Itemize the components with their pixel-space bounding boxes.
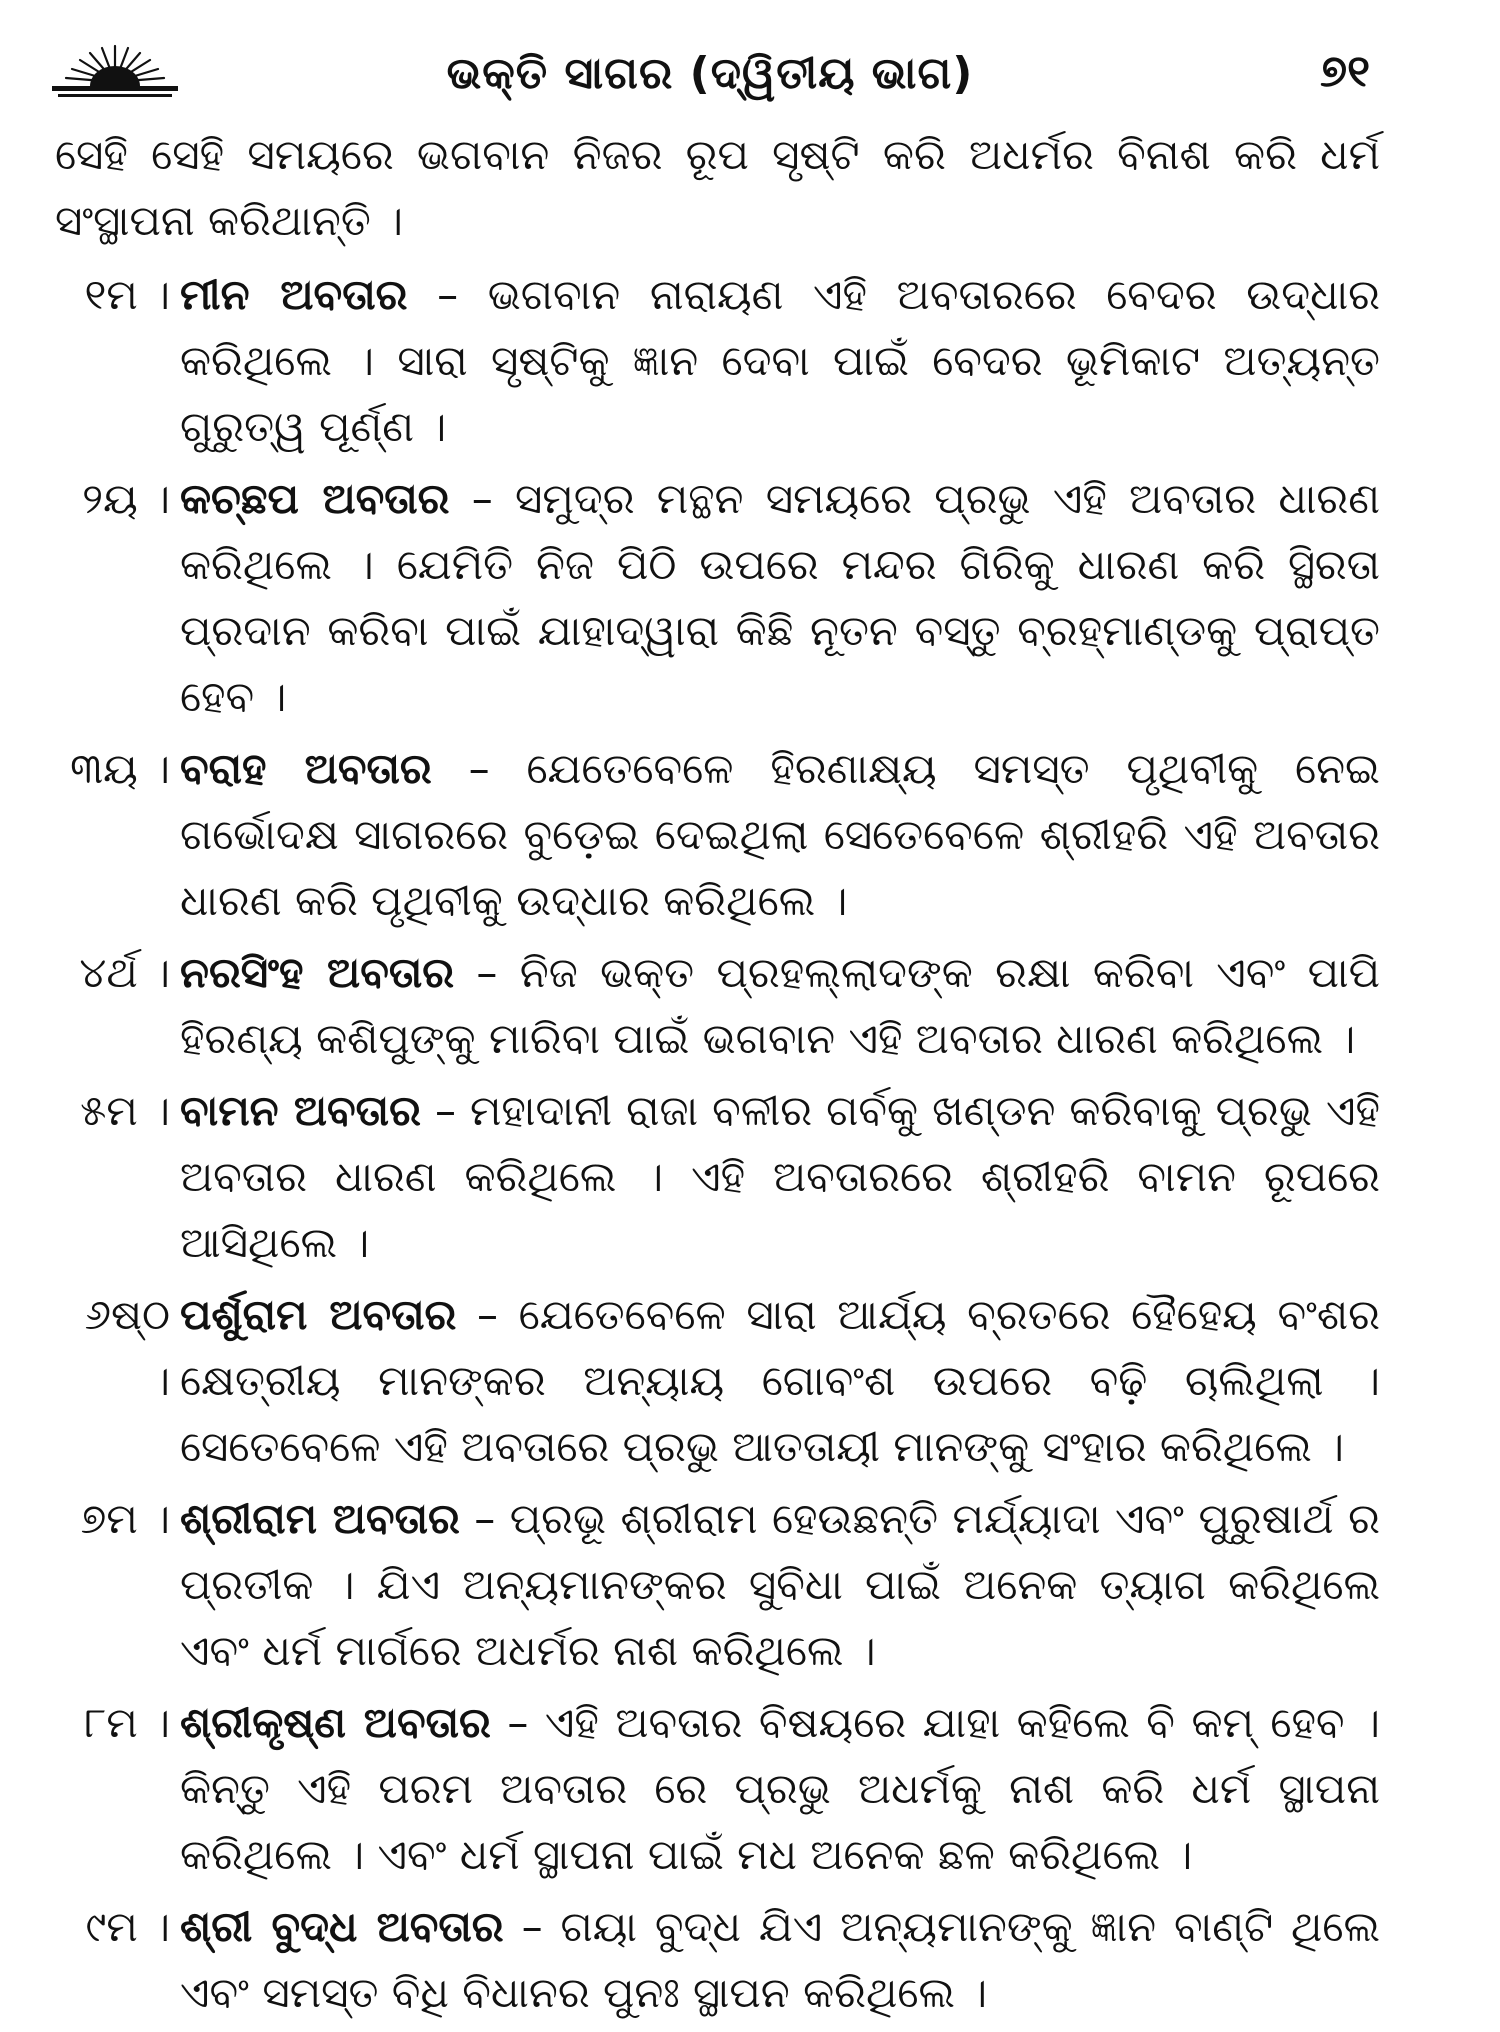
page-content bbox=[55, 122, 1380, 2032]
item-number: ୨ୟ । bbox=[82, 474, 170, 523]
item-number: ୬ଷ୍ଠ । bbox=[84, 1290, 170, 1405]
item-text: – ଭଗବାନ ନାରାୟଣ ଏହି ଅବତାରରେ ବେଦର ଉଦ୍ଧାର କରିଥିଲେ । ସାରା ସୃଷ୍ଟିକୁ ଜ୍ଞାନ ଦେବା ପାଇଁ ବେଦର ଭୂମିକାଟ ଅତ୍ୟନ୍ତ ଗୁରୁତ୍ୱ ପୂର୍ଣ୍ଣ । bbox=[180, 270, 1381, 451]
item-body bbox=[180, 466, 1380, 730]
item-body bbox=[180, 1894, 1380, 2026]
list-item bbox=[55, 1282, 1380, 1480]
list-item bbox=[55, 1894, 1380, 2026]
item-title: କଚ୍ଛପ ଅବତାର bbox=[180, 474, 450, 523]
list-item bbox=[55, 1690, 1380, 1888]
list-item bbox=[55, 262, 1380, 460]
item-title: ନରସିଂହ ଅବତାର bbox=[180, 948, 455, 997]
list-item bbox=[55, 940, 1380, 1072]
item-title: ଶ୍ରୀକୃଷ୍ଣ ଅବତାର bbox=[180, 1698, 491, 1747]
item-title: ବରାହ ଅବତାର bbox=[180, 744, 432, 793]
item-number: ୭ମ । bbox=[80, 1494, 170, 1543]
intro-paragraph: ସେହି ସେହି ସମୟରେ ଭଗବାନ ନିଜର ରୂପ ସୃଷ୍ଟି କରି ଅଧର୍ମର ବିନାଶ କରି ଧର୍ମ ସଂସ୍ଥାପନା କରିଥାନ୍ତି । bbox=[55, 130, 1380, 245]
running-title: ଭକ୍ତି ସାଗର (ଦ୍ୱିତୀୟ ଭାଗ) bbox=[446, 48, 974, 99]
item-text: – ନିଜ ଭକ୍ତ ପ୍ରହଲ୍ଲାଦଙ୍କ ରକ୍ଷା କରିବା ଏବଂ ପାପି ହିରଣ୍ୟ କଶିପୁଙ୍କୁ ମାରିବା ପାଇଁ ଭଗବାନ ଏହି ଅବତାର ଧାରଣ କରିଥିଲେ । bbox=[180, 948, 1380, 1063]
item-body bbox=[180, 262, 1380, 460]
item-title: ମୀନ ଅବତାର bbox=[180, 270, 408, 319]
list-item bbox=[55, 736, 1380, 934]
list-item bbox=[55, 1486, 1380, 1684]
page-header bbox=[50, 40, 1370, 110]
item-text: – ସମୁଦ୍ର ମନ୍ଥନ ସମୟରେ ପ୍ରଭୁ ଏହି ଅବତାର ଧାରଣ କରିଥିଲେ । ଯେମିତି ନିଜ ପିଠି ଉପରେ ମନ୍ଦର ଗିରିକୁ ଧାରଣ କରି ସ୍ଥିରତା ପ୍ରଦାନ କରିବା ପାଇଁ ଯାହାଦ୍ୱାରା କିଛି ନୂତନ ବସ୍ତୁ ବ୍ରହ୍ମାଣ୍ଡକୁ ପ୍ରାପ୍ତ ହେବ । bbox=[180, 474, 1380, 721]
item-number: ୮ମ । bbox=[84, 1698, 170, 1747]
item-text: – ପ୍ରଭୂ ଶ୍ରୀରାମ ହେଉଛନ୍ତି ମର୍ଯ୍ୟାଦା ଏବଂ ପୁରୁଷାର୍ଥ ର ପ୍ରତୀକ । ଯିଏ ଅନ୍ୟମାନଙ୍କର ସୁବିଧା ପାଇଁ ଅନେକ ତ୍ୟାଗ କରିଥିଲେ ଏବଂ ଧର୍ମ ମାର୍ଗରେ ଅଧର୍ମର ନାଶ କରିଥିଲେ । bbox=[180, 1494, 1380, 1675]
item-title: ପର୍ଶୁରାମ ଅବତାର bbox=[180, 1290, 457, 1339]
item-body bbox=[180, 1690, 1380, 1888]
item-body bbox=[180, 1078, 1380, 1276]
page-number: ୭୧ bbox=[1320, 46, 1370, 97]
item-text: – ଯେତେବେଳେ ହିରଣାକ୍ଷ୍ୟ ସମସ୍ତ ପୃଥିବୀକୁ ନେଇ ଗର୍ଭୋଦକ୍ଷ ସାଗରରେ ବୁଡ଼େଇ ଦେଇଥିଲା ସେତେବେଳେ ଶ୍ରୀହରି ଏହି ଅବତାର ଧାରଣ କରି ପୃଥିବୀକୁ ଉଦ୍ଧାର କରିଥିଲେ । bbox=[180, 744, 1380, 925]
item-number: ୯ମ । bbox=[85, 1902, 170, 1951]
item-body bbox=[180, 1282, 1380, 1480]
item-title: ଶ୍ରୀ ବୁଦ୍ଧ ଅବତାର bbox=[180, 1902, 504, 1951]
item-text: – ମହାଦାନୀ ରାଜା ବଳୀର ଗର୍ବକୁ ଖଣ୍ଡନ କରିବାକୁ ପ୍ରଭୁ ଏହି ଅବତାର ଧାରଣ କରିଥିଲେ । ଏହି ଅବତାରରେ ଶ୍ରୀହରି ବାମନ ରୂପରେ ଆସିଥିଲେ । bbox=[180, 1086, 1380, 1267]
item-text: – ଏହି ଅବତାର ବିଷୟରେ ଯାହା କହିଲେ ବି କମ୍ ହେବ । କିନ୍ତୁ ଏହି ପରମ ଅବତାର ରେ ପ୍ରଭୁ ଅଧର୍ମକୁ ନାଶ କରି ଧର୍ମ ସ୍ଥାପନା କରିଥିଲେ । ଏବଂ ଧର୍ମ ସ୍ଥାପନା ପାଇଁ ମଧ ଅନେକ ଛଳ କରିଥିଲେ । bbox=[180, 1698, 1380, 1879]
item-text: – ଗୟା ବୁଦ୍ଧ ଯିଏ ଅନ୍ୟମାନଙ୍କୁ ଜ୍ଞାନ ବାଣ୍ଟି ଥିଲେ ଏବଂ ସମସ୍ତ ବିଧି ବିଧାନର ପୁନଃ ସ୍ଥାପନ କରିଥିଲେ । bbox=[180, 1902, 1380, 2017]
item-body bbox=[180, 736, 1380, 934]
item-number: ୪ର୍ଥ । bbox=[79, 948, 170, 997]
list-item bbox=[55, 466, 1380, 730]
list-item bbox=[55, 1078, 1380, 1276]
item-number: ୫ମ । bbox=[80, 1086, 170, 1135]
item-text: – ଯେତେବେଳେ ସାରା ଆର୍ଯ୍ୟ ବ୍ରତରେ ହୈହେୟ ବଂଶର କ୍ଷେତ୍ରୀୟ ମାନଙ୍କର ଅନ୍ୟାୟ ଗୋବଂଶ ଉପରେ ବଢ଼ି ଚାଲିଥିଲା । ସେତେବେଳେ ଏହି ଅବତାରେ ପ୍ରଭୁ ଆତତାୟୀ ମାନଙ୍କୁ ସଂହାର କରିଥିଲେ । bbox=[180, 1290, 1380, 1471]
item-body bbox=[180, 1486, 1380, 1684]
item-body bbox=[180, 940, 1380, 1072]
item-title: ବାମନ ଅବତାର bbox=[180, 1086, 421, 1135]
item-number: ୧ମ । bbox=[84, 270, 170, 319]
item-number: ୩ୟ । bbox=[70, 744, 170, 793]
item-title: ଶ୍ରୀରାମ ଅବତାର bbox=[180, 1494, 460, 1543]
